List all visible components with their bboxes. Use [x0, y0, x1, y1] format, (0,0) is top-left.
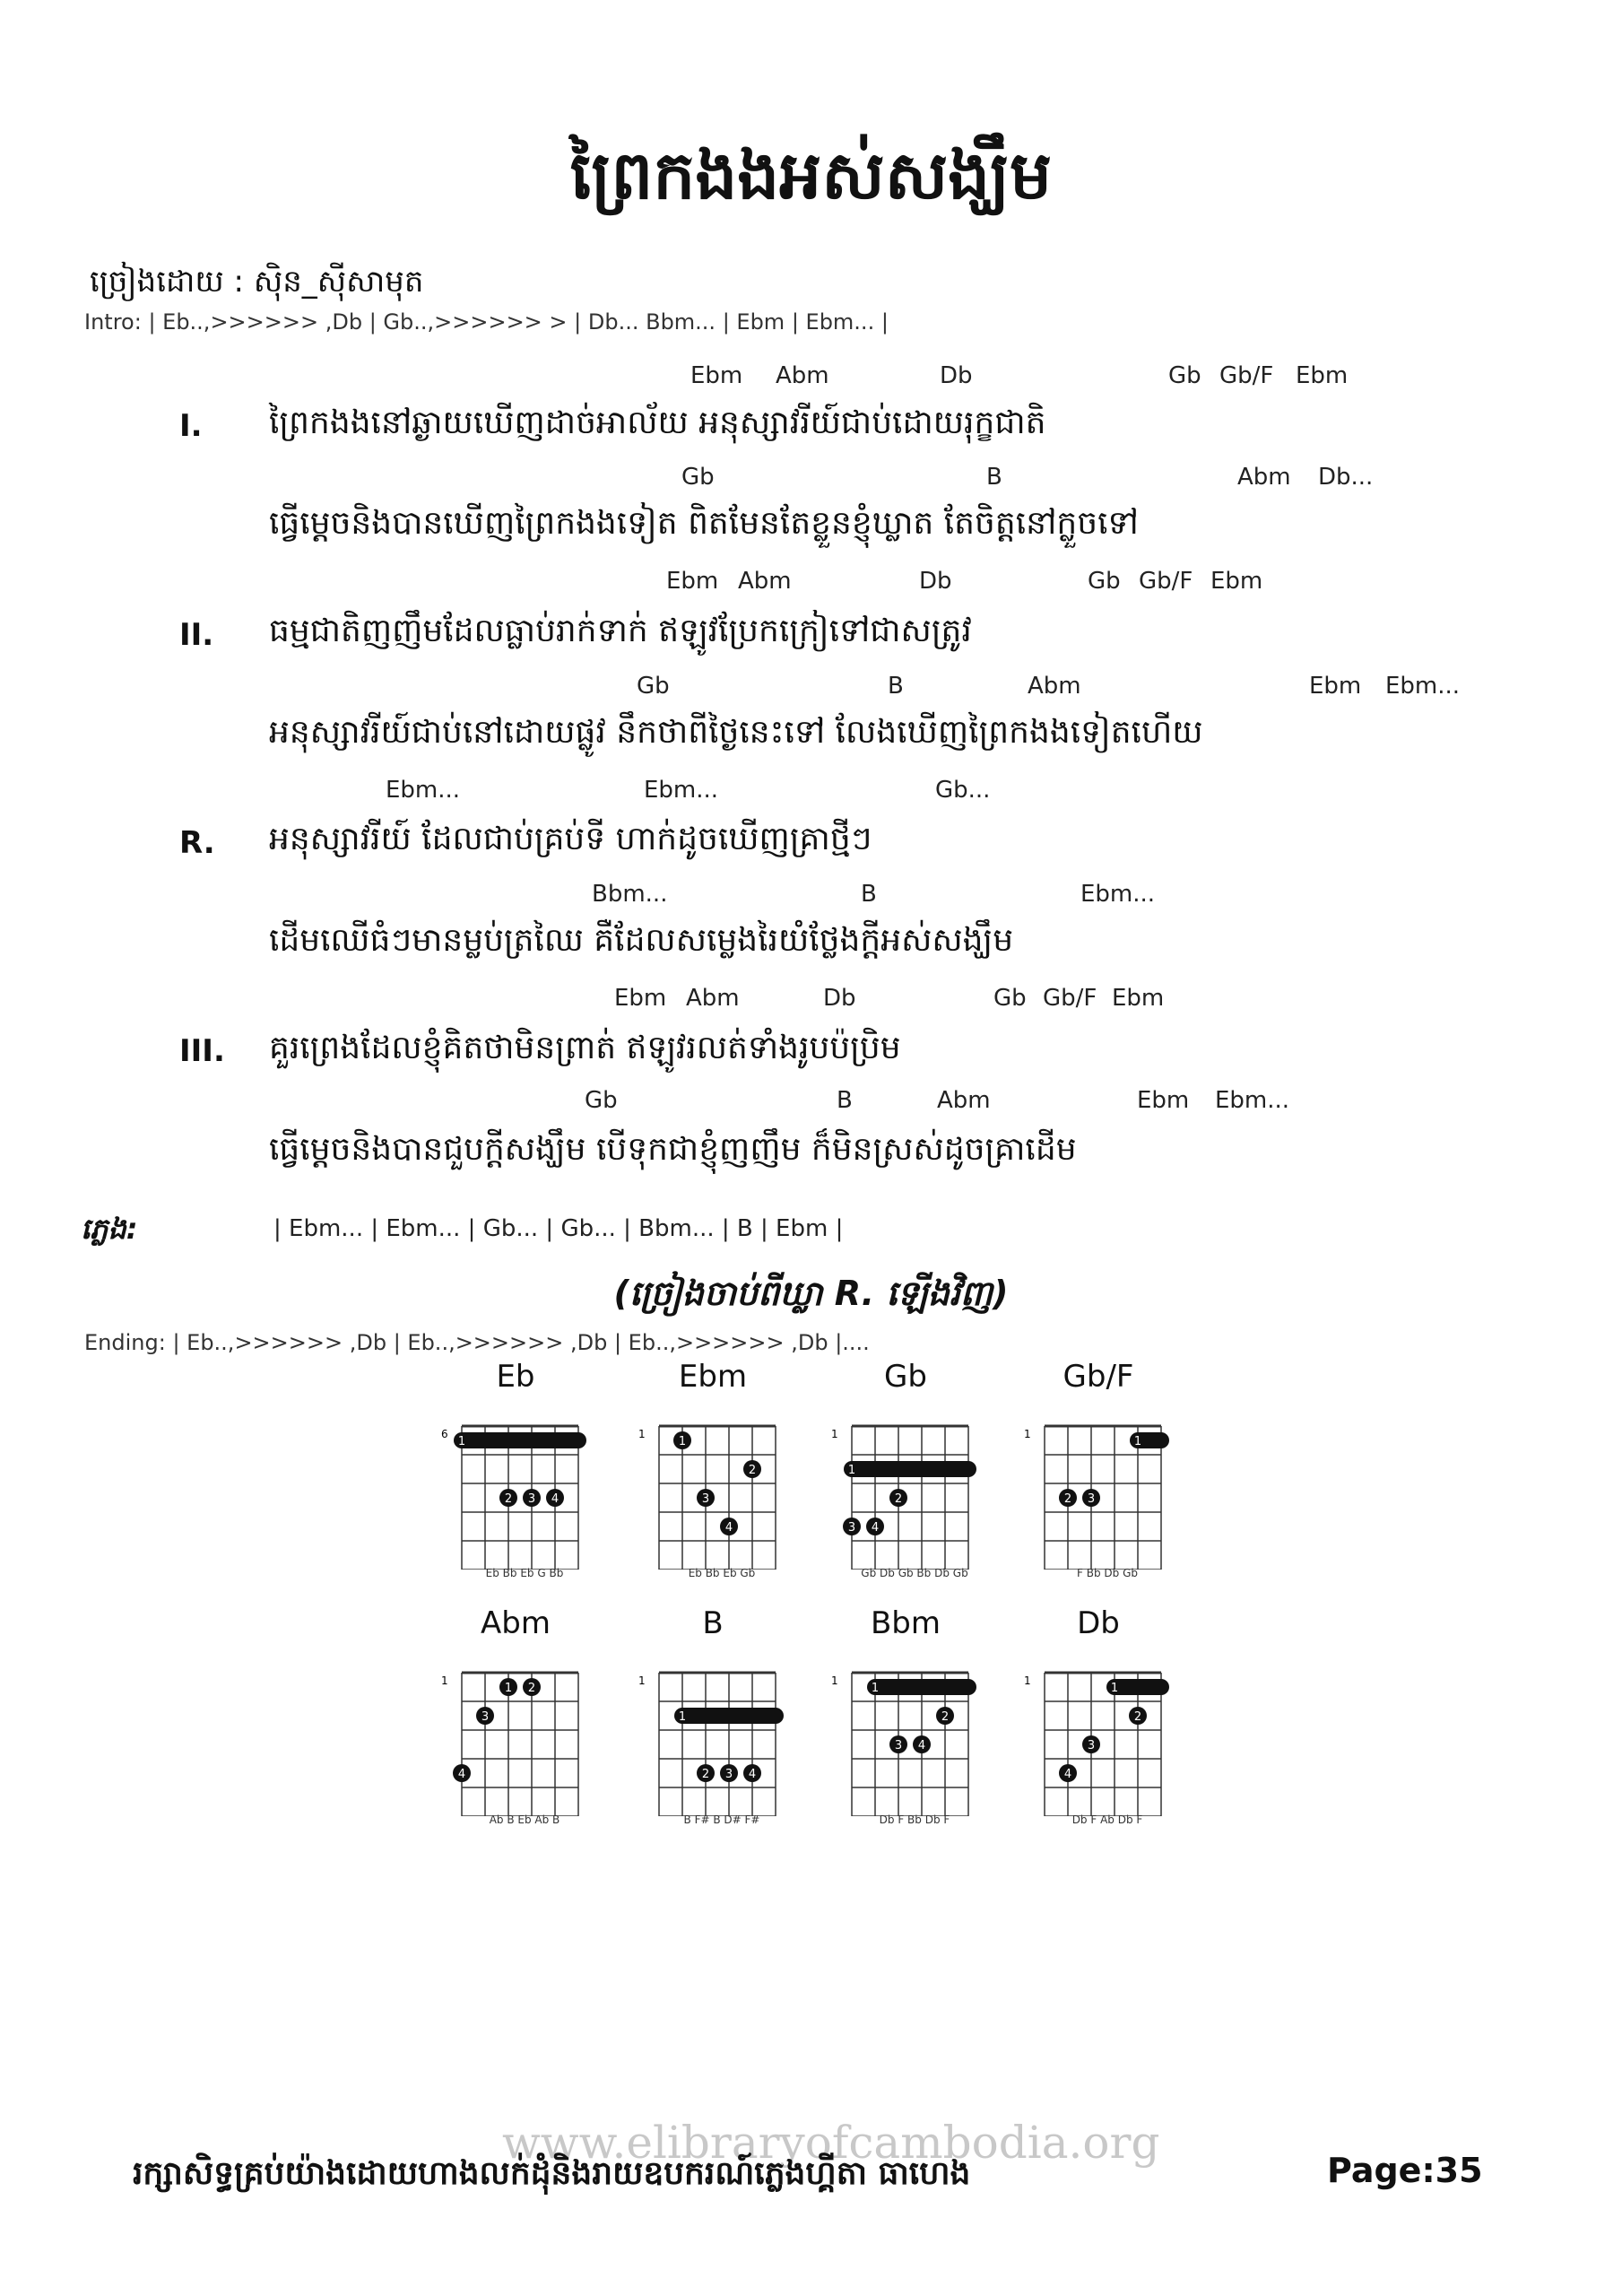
fret-number: 1 — [831, 1674, 838, 1687]
finger-number: 2 — [527, 1682, 536, 1695]
fret-number: 1 — [638, 1428, 646, 1440]
fretboard-grid — [628, 1413, 798, 1570]
chord-notes: B F# B D# F# — [683, 1813, 760, 1826]
chord-label: Gb — [1088, 568, 1121, 595]
finger-number: 1 — [504, 1682, 513, 1695]
copyright-line: រក្សាសិទ្ធគ្រប់យ៉ាងដោយហាងលក់ដុំនិងរាយឧបករណ៍ភ្លេងហ្គីតា ធាហេង — [133, 2155, 971, 2192]
chord-label: Ebm — [1210, 568, 1263, 595]
chord-notes: Db F Bb Db F — [879, 1813, 950, 1826]
finger-number: 2 — [1133, 1710, 1142, 1724]
chord-label: B — [837, 1087, 853, 1114]
finger-number: 3 — [724, 1768, 733, 1781]
chord-label: Gb — [993, 985, 1027, 1012]
chord-label: Abm — [1028, 673, 1081, 700]
finger-number: 1 — [871, 1682, 880, 1695]
chord-diagram — [628, 1605, 798, 1839]
fretboard-grid — [430, 1659, 601, 1816]
chord-label: Ebm — [1137, 1087, 1190, 1114]
page-number: Page:35 — [1327, 2151, 1483, 2190]
watermark: www.elibraryofcambodia.org — [502, 2117, 1160, 2169]
chord-label: Ebm... — [386, 777, 461, 804]
verse-number: R. — [179, 825, 215, 861]
finger-number: 4 — [871, 1521, 880, 1535]
finger-number: 1 — [678, 1435, 687, 1448]
lyric-line: ធ្វើម្ដេចនិងបានជួបក្ដីសង្ឃឹម បើទុកជាខ្ញុំញញឹម ក៏មិនស្រស់ដូចគ្រាដើម — [269, 1131, 1077, 1168]
finger-number: 4 — [1063, 1768, 1072, 1781]
chord-label: Gb — [681, 464, 715, 491]
chord-label: Ebm... — [1385, 673, 1461, 700]
chord-label: Gb... — [935, 777, 991, 804]
chord-label: Gb — [585, 1087, 618, 1114]
chord-label: Db — [823, 985, 856, 1012]
finger-number: 2 — [941, 1710, 950, 1724]
verse-number: I. — [179, 408, 203, 444]
chord-notes: Gb Db Gb Bb Db Gb — [861, 1567, 968, 1579]
fret-number: 1 — [1024, 1674, 1031, 1687]
finger-number: 2 — [748, 1464, 757, 1477]
chord-label: Ebm — [1296, 362, 1349, 389]
verse-number: III. — [179, 1033, 225, 1069]
finger-number: 3 — [894, 1739, 903, 1752]
chord-label: B — [861, 881, 877, 908]
chord-label: Ebm — [1309, 673, 1362, 700]
finger-number: 3 — [1087, 1739, 1096, 1752]
chord-label: Db — [919, 568, 952, 595]
finger-number: 2 — [894, 1492, 903, 1506]
finger-number: 3 — [1087, 1492, 1096, 1506]
chord-label: Abm — [686, 985, 740, 1012]
finger-number: 4 — [551, 1492, 559, 1506]
chord-diagram-name: Ebm — [678, 1359, 748, 1395]
finger-number: 3 — [701, 1492, 710, 1506]
chord-label: Ebm — [690, 362, 743, 389]
fret-number: 6 — [441, 1428, 448, 1440]
barre-mark — [674, 1708, 784, 1724]
chord-label: Abm — [1237, 464, 1291, 491]
chord-notes: Eb Bb Eb Gb — [688, 1567, 756, 1579]
chord-notes: Eb Bb Eb G Bb — [485, 1567, 564, 1579]
chord-notes: Ab B Eb Ab B — [489, 1813, 560, 1826]
lyric-line: ព្រៃកងងនៅឆ្ងាយឃើញដាច់អាល័យ អនុស្សាវរីយ៍ជាប់ដោយរុក្ខជាតិ — [269, 404, 1046, 441]
finger-number: 4 — [917, 1739, 926, 1752]
ending-progression: Ending: | Eb..,>>>>>> ,Db | Eb..,>>>>>> ,Db | Eb..,>>>>>> ,Db |.... — [84, 1330, 870, 1355]
fret-number: 1 — [1024, 1428, 1031, 1440]
chord-diagram — [1013, 1359, 1184, 1592]
chord-diagram-name: B — [702, 1605, 724, 1641]
chord-notes: Db F Ab Db F — [1071, 1813, 1143, 1826]
finger-number: 1 — [1110, 1682, 1119, 1695]
barre-mark — [867, 1679, 976, 1695]
finger-number: 4 — [724, 1521, 733, 1535]
barre-mark — [454, 1432, 586, 1448]
lyric-line: ដើមឈើធំៗមានម្លប់ត្រឈៃ គឺដែលសម្លេងរៃយំថ្លែងក្ដីអស់សង្ឃឹម — [269, 922, 1014, 959]
chord-label: Ebm... — [1215, 1087, 1290, 1114]
fretboard-grid — [1013, 1413, 1184, 1570]
finger-number: 1 — [1133, 1435, 1142, 1448]
finger-number: 4 — [457, 1768, 466, 1781]
finger-number: 3 — [481, 1710, 490, 1724]
lyric-line: ធម្មជាតិញញឹមដែលធ្លាប់រាក់ទាក់ ឥឡូវប្រែកក្រៀទៅជាសត្រូវ — [269, 613, 972, 649]
chord-notes: F Bb Db Gb — [1077, 1567, 1138, 1579]
fret-number: 1 — [638, 1674, 646, 1687]
chord-label: Gb/F — [1139, 568, 1193, 595]
finger-number: 1 — [847, 1464, 856, 1477]
chord-label: Ebm — [1112, 985, 1165, 1012]
chord-label: Gb — [637, 673, 670, 700]
chord-label: Abm — [937, 1087, 991, 1114]
fret-number: 1 — [831, 1428, 838, 1440]
finger-number: 1 — [678, 1710, 687, 1724]
chord-diagram-name: Db — [1077, 1605, 1120, 1641]
chord-diagram — [430, 1605, 601, 1839]
finger-number: 2 — [504, 1492, 513, 1506]
chord-diagram — [430, 1359, 601, 1592]
finger-number: 2 — [701, 1768, 710, 1781]
chord-diagram-name: Abm — [481, 1605, 551, 1641]
fretboard-grid — [1013, 1659, 1184, 1816]
chord-label: Db — [940, 362, 973, 389]
finger-number: 1 — [457, 1435, 466, 1448]
chord-label: Ebm... — [644, 777, 719, 804]
chord-label: Gb/F — [1043, 985, 1097, 1012]
finger-number: 3 — [527, 1492, 536, 1506]
chord-label: B — [986, 464, 1002, 491]
repeat-note: (ច្រៀងចាប់ពីឃ្លា R. ឡើងវិញ) — [613, 1274, 1009, 1313]
lyric-line: អនុស្សាវរីយ៍ជាប់នៅដោយផ្លូវ នឹកថាពីថ្ងៃនេះទៅ លែងឃើញព្រៃកងងទៀតហើយ — [269, 714, 1203, 751]
chord-diagram-name: Gb/F — [1063, 1359, 1134, 1395]
chord-label: Gb — [1168, 362, 1201, 389]
chord-diagram — [628, 1359, 798, 1592]
chord-diagram-name: Gb — [884, 1359, 927, 1395]
lyric-line: ធ្វើម្ដេចនិងបានឃើញព្រៃកងងទៀត ពិតមែនតែខ្លួនខ្ញុំឃ្លាត តែចិត្តនៅក្លួចទៅ — [269, 505, 1139, 542]
finger-number: 4 — [748, 1768, 757, 1781]
chord-label: B — [888, 673, 904, 700]
song-title: ព្រៃកងងអស់សង្ឃឹម — [569, 137, 1053, 214]
chord-diagram-name: Eb — [496, 1359, 535, 1395]
chord-diagram-name: Bbm — [870, 1605, 941, 1641]
fretboard-grid — [820, 1659, 991, 1816]
chord-label: Db... — [1318, 464, 1374, 491]
chord-label: Abm — [776, 362, 829, 389]
chord-diagram — [820, 1605, 991, 1839]
finger-number: 3 — [847, 1521, 856, 1535]
chord-label: Bbm... — [592, 881, 668, 908]
chord-label: Gb/F — [1219, 362, 1274, 389]
chord-label: Ebm... — [1080, 881, 1156, 908]
chord-diagram — [1013, 1605, 1184, 1839]
singer-line: ច្រៀងដោយ : ស៊ិន_ស៊ីសាមុត — [90, 264, 424, 300]
music-sequence: | Ebm... | Ebm... | Gb... | Gb... | Bbm... | B | Ebm | — [273, 1215, 844, 1242]
chord-label: Ebm — [614, 985, 667, 1012]
fretboard-grid — [628, 1659, 798, 1816]
fretboard-grid — [820, 1413, 991, 1570]
music-label: ភ្លេង: — [81, 1212, 138, 1246]
finger-number: 2 — [1063, 1492, 1072, 1506]
intro-progression: Intro: | Eb..,>>>>>> ,Db | Gb..,>>>>>> > | Db... Bbm... | Ebm | Ebm... | — [84, 309, 889, 335]
lyric-line: គួរព្រេងដែលខ្ញុំគិតថាមិនព្រាត់ ឥឡូវរលត់ទាំងរូបប៉ប្រិម — [269, 1030, 901, 1066]
fretboard-grid — [430, 1413, 601, 1570]
verse-number: II. — [179, 617, 214, 653]
chord-label: Abm — [738, 568, 792, 595]
barre-mark — [844, 1461, 976, 1477]
fret-number: 1 — [441, 1674, 448, 1687]
chord-diagram — [820, 1359, 991, 1592]
lyric-line: អនុស្សាវរីយ៍ ដែលជាប់គ្រប់ទី ហាក់ដូចឃើញគ្រាថ្មីៗ — [269, 821, 872, 857]
chord-label: Ebm — [666, 568, 719, 595]
